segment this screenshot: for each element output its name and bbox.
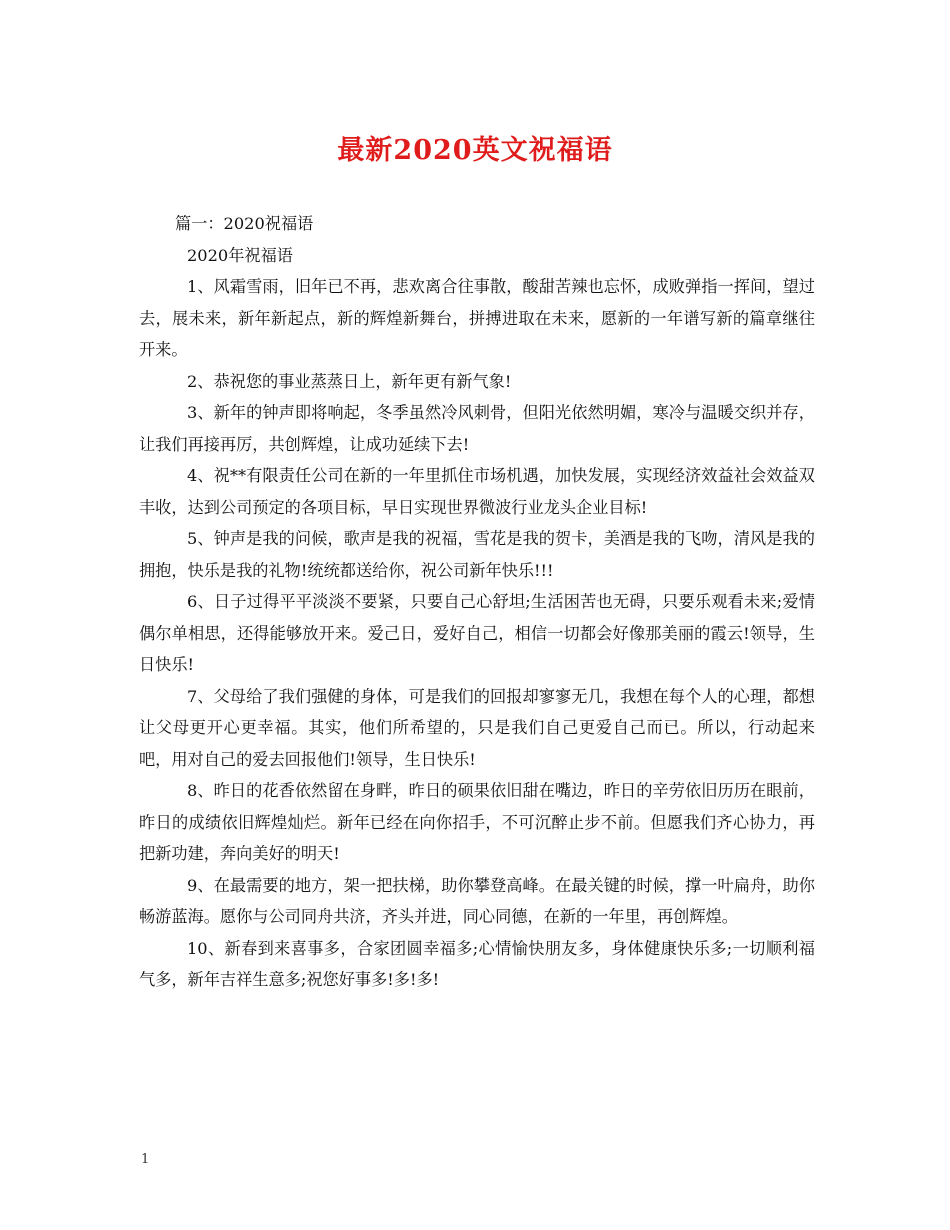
paragraph-4: 4、祝**有限责任公司在新的一年里抓住市场机遇，加快发展，实现经济效益社会效益双丰收，达到公司预定的各项目标，早日实现世界微波行业龙头企业目标! <box>139 466 815 517</box>
paragraph-5: 5、钟声是我的问候，歌声是我的祝福，雪花是我的贺卡，美酒是我的飞吻，清风是我的拥抱，快乐是我的礼物!统统都送给你，祝公司新年快乐!!! <box>139 529 815 580</box>
paragraph-6: 6、日子过得平平淡淡不要紧，只要自己心舒坦;生活困苦也无碍，只要乐观看未来;爱情偶尔单相思，还得能够放开来。爱己日，爱好自己，相信一切都会好像那美丽的霞云!领导，生日快乐! <box>139 592 815 674</box>
paragraph-9: 9、在最需要的地方，架一把扶梯，助你攀登高峰。在最关键的时候，撑一叶扁舟，助你畅游蓝海。愿你与公司同舟共济，齐头并进，同心同德，在新的一年里，再创辉煌。 <box>139 875 815 926</box>
paragraph-1: 1、风霜雪雨，旧年已不再，悲欢离合往事散，酸甜苦辣也忘怀，成败弹指一挥间，望过去，展未来，新年新起点，新的辉煌新舞台，拼搏进取在未来，愿新的一年谱写新的篇章继往开来。 <box>139 277 815 359</box>
paragraph-7: 7、父母给了我们强健的身体，可是我们的回报却寥寥无几，我想在每个人的心理，都想让父母更开心更幸福。其实，他们所希望的，只是我们自己更爱自己而已。所以，行动起来吧，用对自己的爱去回报他们!领导，生日快乐! <box>139 686 815 769</box>
document-body <box>139 208 815 996</box>
paragraph-8: 8、昨日的花香依然留在身畔，昨日的硕果依旧甜在嘴边，昨日的辛劳依旧历历在眼前，昨日的成绩依旧辉煌灿烂。新年已经在向你招手，不可沉醉止步不前。但愿我们齐心协力，再把新功建，奔向美好的明天! <box>139 781 815 863</box>
paragraph-3: 3、新年的钟声即将响起，冬季虽然冷风刺骨，但阳光依然明媚，寒冷与温暖交织并存，让我们再接再厉，共创辉煌，让成功延续下去! <box>139 403 815 454</box>
section-heading: 篇一：2020祝福语 <box>175 214 314 233</box>
document-title: 最新2020英文祝福语 <box>337 135 613 166</box>
page-number: 1 <box>141 1152 150 1167</box>
paragraph-2: 2、恭祝您的事业蒸蒸日上，新年更有新气象! <box>187 371 512 391</box>
sub-heading: 2020年祝福语 <box>187 245 293 265</box>
paragraph-10: 10、新春到来喜事多，合家团圆幸福多;心情愉快朋友多，身体健康快乐多;一切顺利福气多，新年吉祥生意多;祝您好事多!多!多! <box>139 938 815 989</box>
